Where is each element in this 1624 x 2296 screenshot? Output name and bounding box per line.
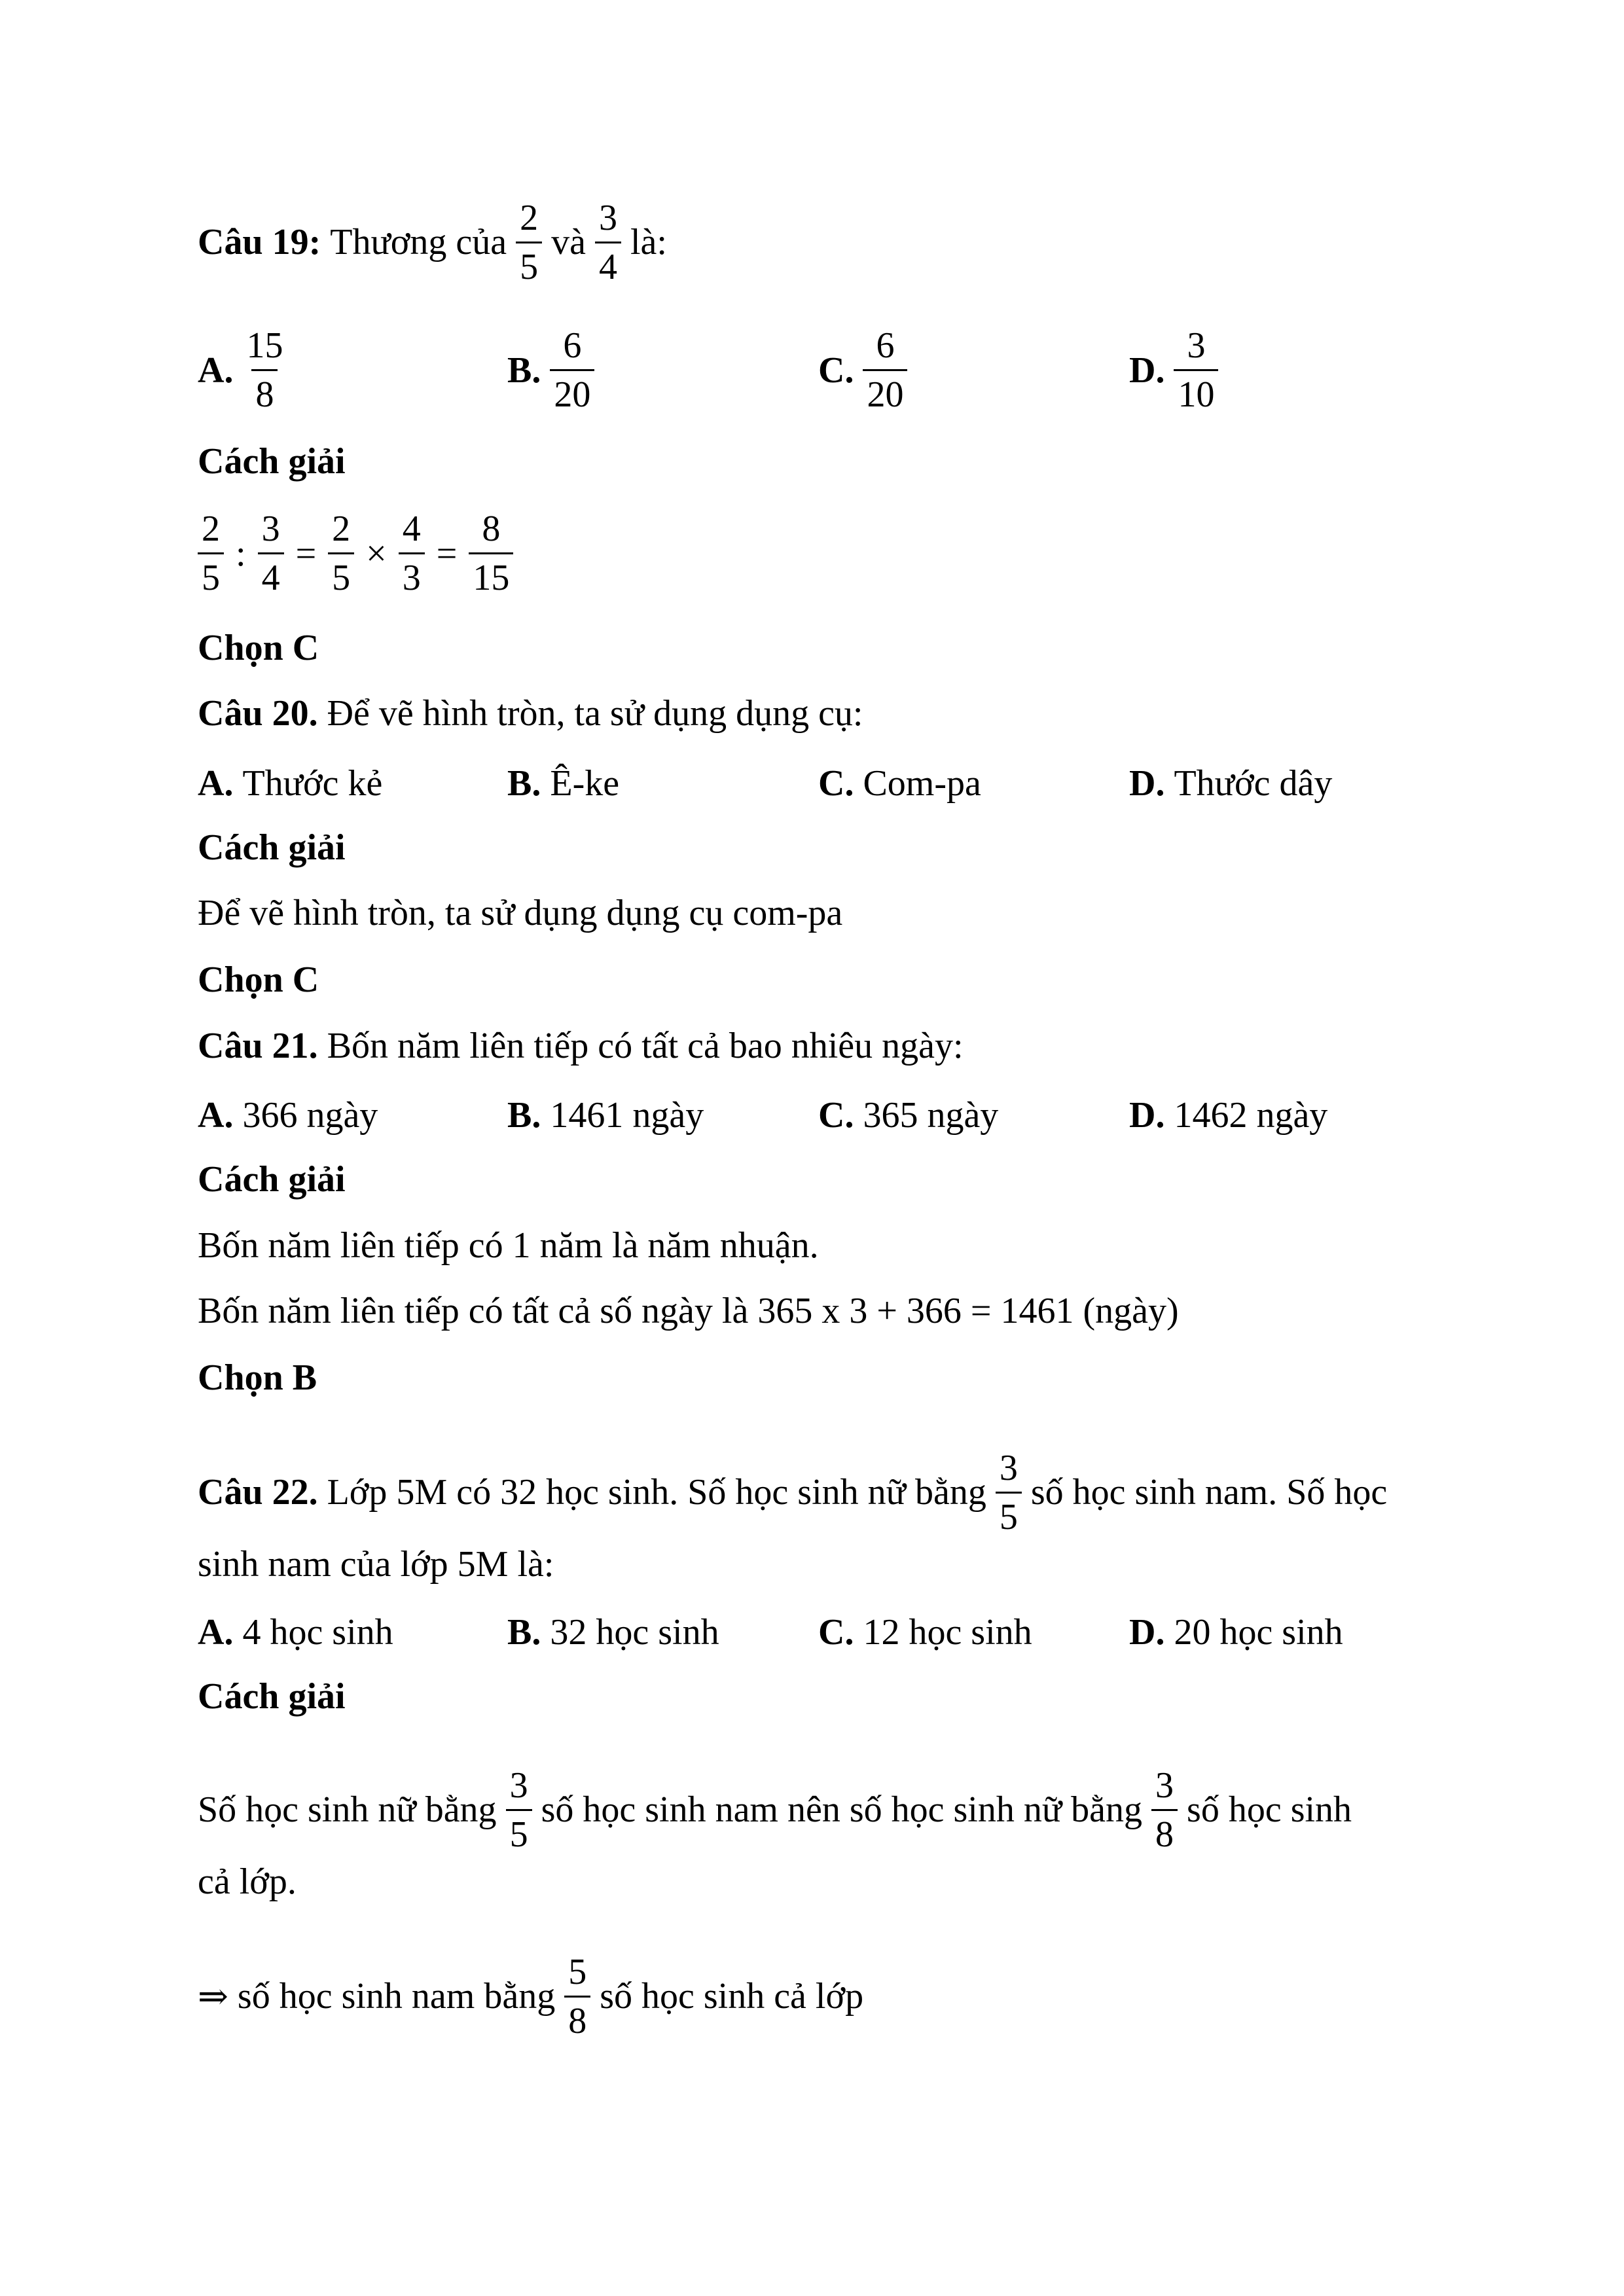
q21-option-d <box>1129 1094 1327 1136</box>
option-label: B. <box>507 763 541 804</box>
option-text: Thước dây <box>1174 763 1333 804</box>
q21-label: Câu 21. <box>198 1026 318 1066</box>
option-label: D. <box>1129 763 1165 804</box>
q21-answer: Chọn B <box>198 1357 317 1398</box>
q22-option-d <box>1129 1611 1343 1653</box>
frac-den: 8 <box>251 369 278 413</box>
eq-frac <box>469 511 513 596</box>
option-text: 366 ngày <box>242 1095 378 1136</box>
option-text: 1461 ngày <box>550 1095 704 1136</box>
multiply-symbol: × <box>366 533 387 574</box>
frac-num: 8 <box>482 509 501 549</box>
q21-solution-line-2: Bốn năm liên tiếp có tất cả số ngày là 365 x 3 + 366 = 1461 (ngày) <box>198 1291 1179 1331</box>
option-label: A. <box>198 1095 234 1136</box>
option-text: 32 học sinh <box>550 1612 719 1653</box>
frac-num: 3 <box>261 509 280 549</box>
q22-solution-line-3 <box>198 1941 1441 2052</box>
frac-den: 20 <box>863 369 907 413</box>
sol1-text-c: số học sinh <box>1187 1789 1352 1830</box>
sol2-text-b: số học sinh cả lớp <box>600 1976 864 2017</box>
sol2-frac <box>564 1951 590 2041</box>
frac-den: 8 <box>564 1996 590 2039</box>
option-label: A. <box>198 763 234 804</box>
q21-text: Bốn năm liên tiếp có tất cả bao nhiêu ngày: <box>327 1026 964 1066</box>
frac-den: 10 <box>1174 369 1218 413</box>
q22-frac <box>996 1447 1022 1537</box>
frac-den: 5 <box>996 1492 1022 1535</box>
q22-solution-heading: Cách giải <box>198 1676 346 1717</box>
q19-answer: Chọn C <box>198 628 319 668</box>
q20-answer: Chọn C <box>198 960 319 1000</box>
q21-option-c <box>818 1094 998 1136</box>
frac-den: 4 <box>258 552 284 596</box>
q19-frac2 <box>595 197 621 287</box>
option-label: B. <box>507 350 541 391</box>
option-label: C. <box>818 763 854 804</box>
q22-option-a <box>198 1611 393 1653</box>
q19-option-c <box>818 327 916 413</box>
frac-den: 20 <box>550 369 594 413</box>
frac-num: 3 <box>1187 325 1206 366</box>
frac-den: 8 <box>1151 1809 1178 1853</box>
frac-den: 5 <box>506 1809 532 1853</box>
option-text: Ê-ke <box>550 763 620 804</box>
divide-symbol: : <box>236 533 246 574</box>
equals-symbol: = <box>436 533 458 574</box>
option-text: 20 học sinh <box>1174 1612 1343 1653</box>
q19-frac1 <box>516 197 542 287</box>
q19-option-d <box>1129 327 1227 413</box>
frac-num: 5 <box>568 1951 587 1992</box>
q19-text-mid: và <box>551 222 586 262</box>
option-text: Thước kẻ <box>242 763 383 804</box>
frac-num: 3 <box>999 1447 1018 1488</box>
q20-solution: Để vẽ hình tròn, ta sử dụng dụng cụ com-pa <box>198 893 843 933</box>
option-label: D. <box>1129 1095 1165 1136</box>
q21-option-a <box>198 1094 378 1136</box>
frac-den: 15 <box>469 552 513 596</box>
option-label: A. <box>198 1612 234 1653</box>
option-frac <box>550 327 594 413</box>
frac-den: 5 <box>198 552 224 596</box>
eq-frac <box>258 511 284 596</box>
q19-question <box>198 197 1441 287</box>
q19-frac1-den: 5 <box>516 242 542 285</box>
q22-text-after: số học sinh nam. Số học <box>1030 1472 1388 1513</box>
q22-option-b <box>507 1611 719 1653</box>
frac-num: 4 <box>402 509 421 549</box>
option-text: 1462 ngày <box>1174 1095 1328 1136</box>
q19-frac2-num: 3 <box>598 197 617 238</box>
option-frac <box>1174 327 1218 413</box>
q20-text: Để vẽ hình tròn, ta sử dụng dụng cụ: <box>327 693 863 734</box>
option-label: C. <box>818 350 854 391</box>
q19-option-a <box>198 327 296 413</box>
sol1-frac-2 <box>1151 1767 1178 1853</box>
equals-symbol: = <box>295 533 317 574</box>
sol1-text-a: Số học sinh nữ bằng <box>198 1789 497 1830</box>
q20-option-c <box>818 762 981 804</box>
q19-frac2-den: 4 <box>595 242 621 285</box>
q19-text-after: là: <box>630 222 667 262</box>
q19-text-before: Thương của <box>330 222 507 262</box>
q22-label: Câu 22. <box>198 1472 318 1513</box>
q20-label: Câu 20. <box>198 693 318 734</box>
frac-den: 3 <box>399 552 425 596</box>
q20-option-b <box>507 762 619 804</box>
option-label: C. <box>818 1095 854 1136</box>
q20-question <box>198 681 1441 746</box>
option-label: B. <box>507 1612 541 1653</box>
frac-num: 6 <box>563 325 582 366</box>
q19-solution-heading: Cách giải <box>198 441 346 482</box>
q22-solution-line-2: cả lớp. <box>198 1861 297 1902</box>
option-frac <box>242 327 287 413</box>
sol2-text-a: số học sinh nam bằng <box>237 1976 556 2017</box>
option-label: B. <box>507 1095 541 1136</box>
q20-solution-heading: Cách giải <box>198 827 346 868</box>
q22-option-c <box>818 1611 1032 1653</box>
q21-option-b <box>507 1094 704 1136</box>
q19-label: Câu 19: <box>198 222 321 262</box>
frac-num: 3 <box>1155 1765 1174 1806</box>
option-label: D. <box>1129 1612 1165 1653</box>
frac-num: 15 <box>246 325 283 366</box>
q19-option-b <box>507 327 604 413</box>
q19-frac1-num: 2 <box>520 197 539 238</box>
eq-frac <box>198 511 224 596</box>
option-label: D. <box>1129 350 1165 391</box>
frac-num: 6 <box>876 325 895 366</box>
option-frac <box>863 327 907 413</box>
q20-option-d <box>1129 762 1332 804</box>
q22-text-before: Lớp 5M có 32 học sinh. Số học sinh nữ bằng <box>327 1472 986 1513</box>
frac-num: 3 <box>509 1765 528 1806</box>
q19-equation <box>198 511 522 596</box>
frac-num: 2 <box>202 509 220 549</box>
option-text: 365 ngày <box>863 1095 999 1136</box>
q22-question-line-2: sinh nam của lớp 5M là: <box>198 1544 554 1585</box>
option-text: 12 học sinh <box>863 1612 1032 1653</box>
option-label: C. <box>818 1612 854 1653</box>
option-text: 4 học sinh <box>242 1612 393 1653</box>
q21-question <box>198 1013 1441 1079</box>
eq-frac <box>399 511 425 596</box>
q21-solution-line-1: Bốn năm liên tiếp có 1 năm là năm nhuận. <box>198 1225 819 1266</box>
sol1-text-b: số học sinh nam nên số học sinh nữ bằng <box>541 1789 1143 1830</box>
option-label: A. <box>198 350 234 391</box>
sol1-frac-1 <box>506 1767 532 1853</box>
q20-option-a <box>198 762 382 804</box>
eq-frac <box>328 511 354 596</box>
frac-num: 2 <box>332 509 351 549</box>
q21-solution-heading: Cách giải <box>198 1159 346 1200</box>
option-text: Com-pa <box>863 763 981 804</box>
implies-arrow-icon: ⇒ <box>198 1976 228 2017</box>
frac-den: 5 <box>328 552 354 596</box>
